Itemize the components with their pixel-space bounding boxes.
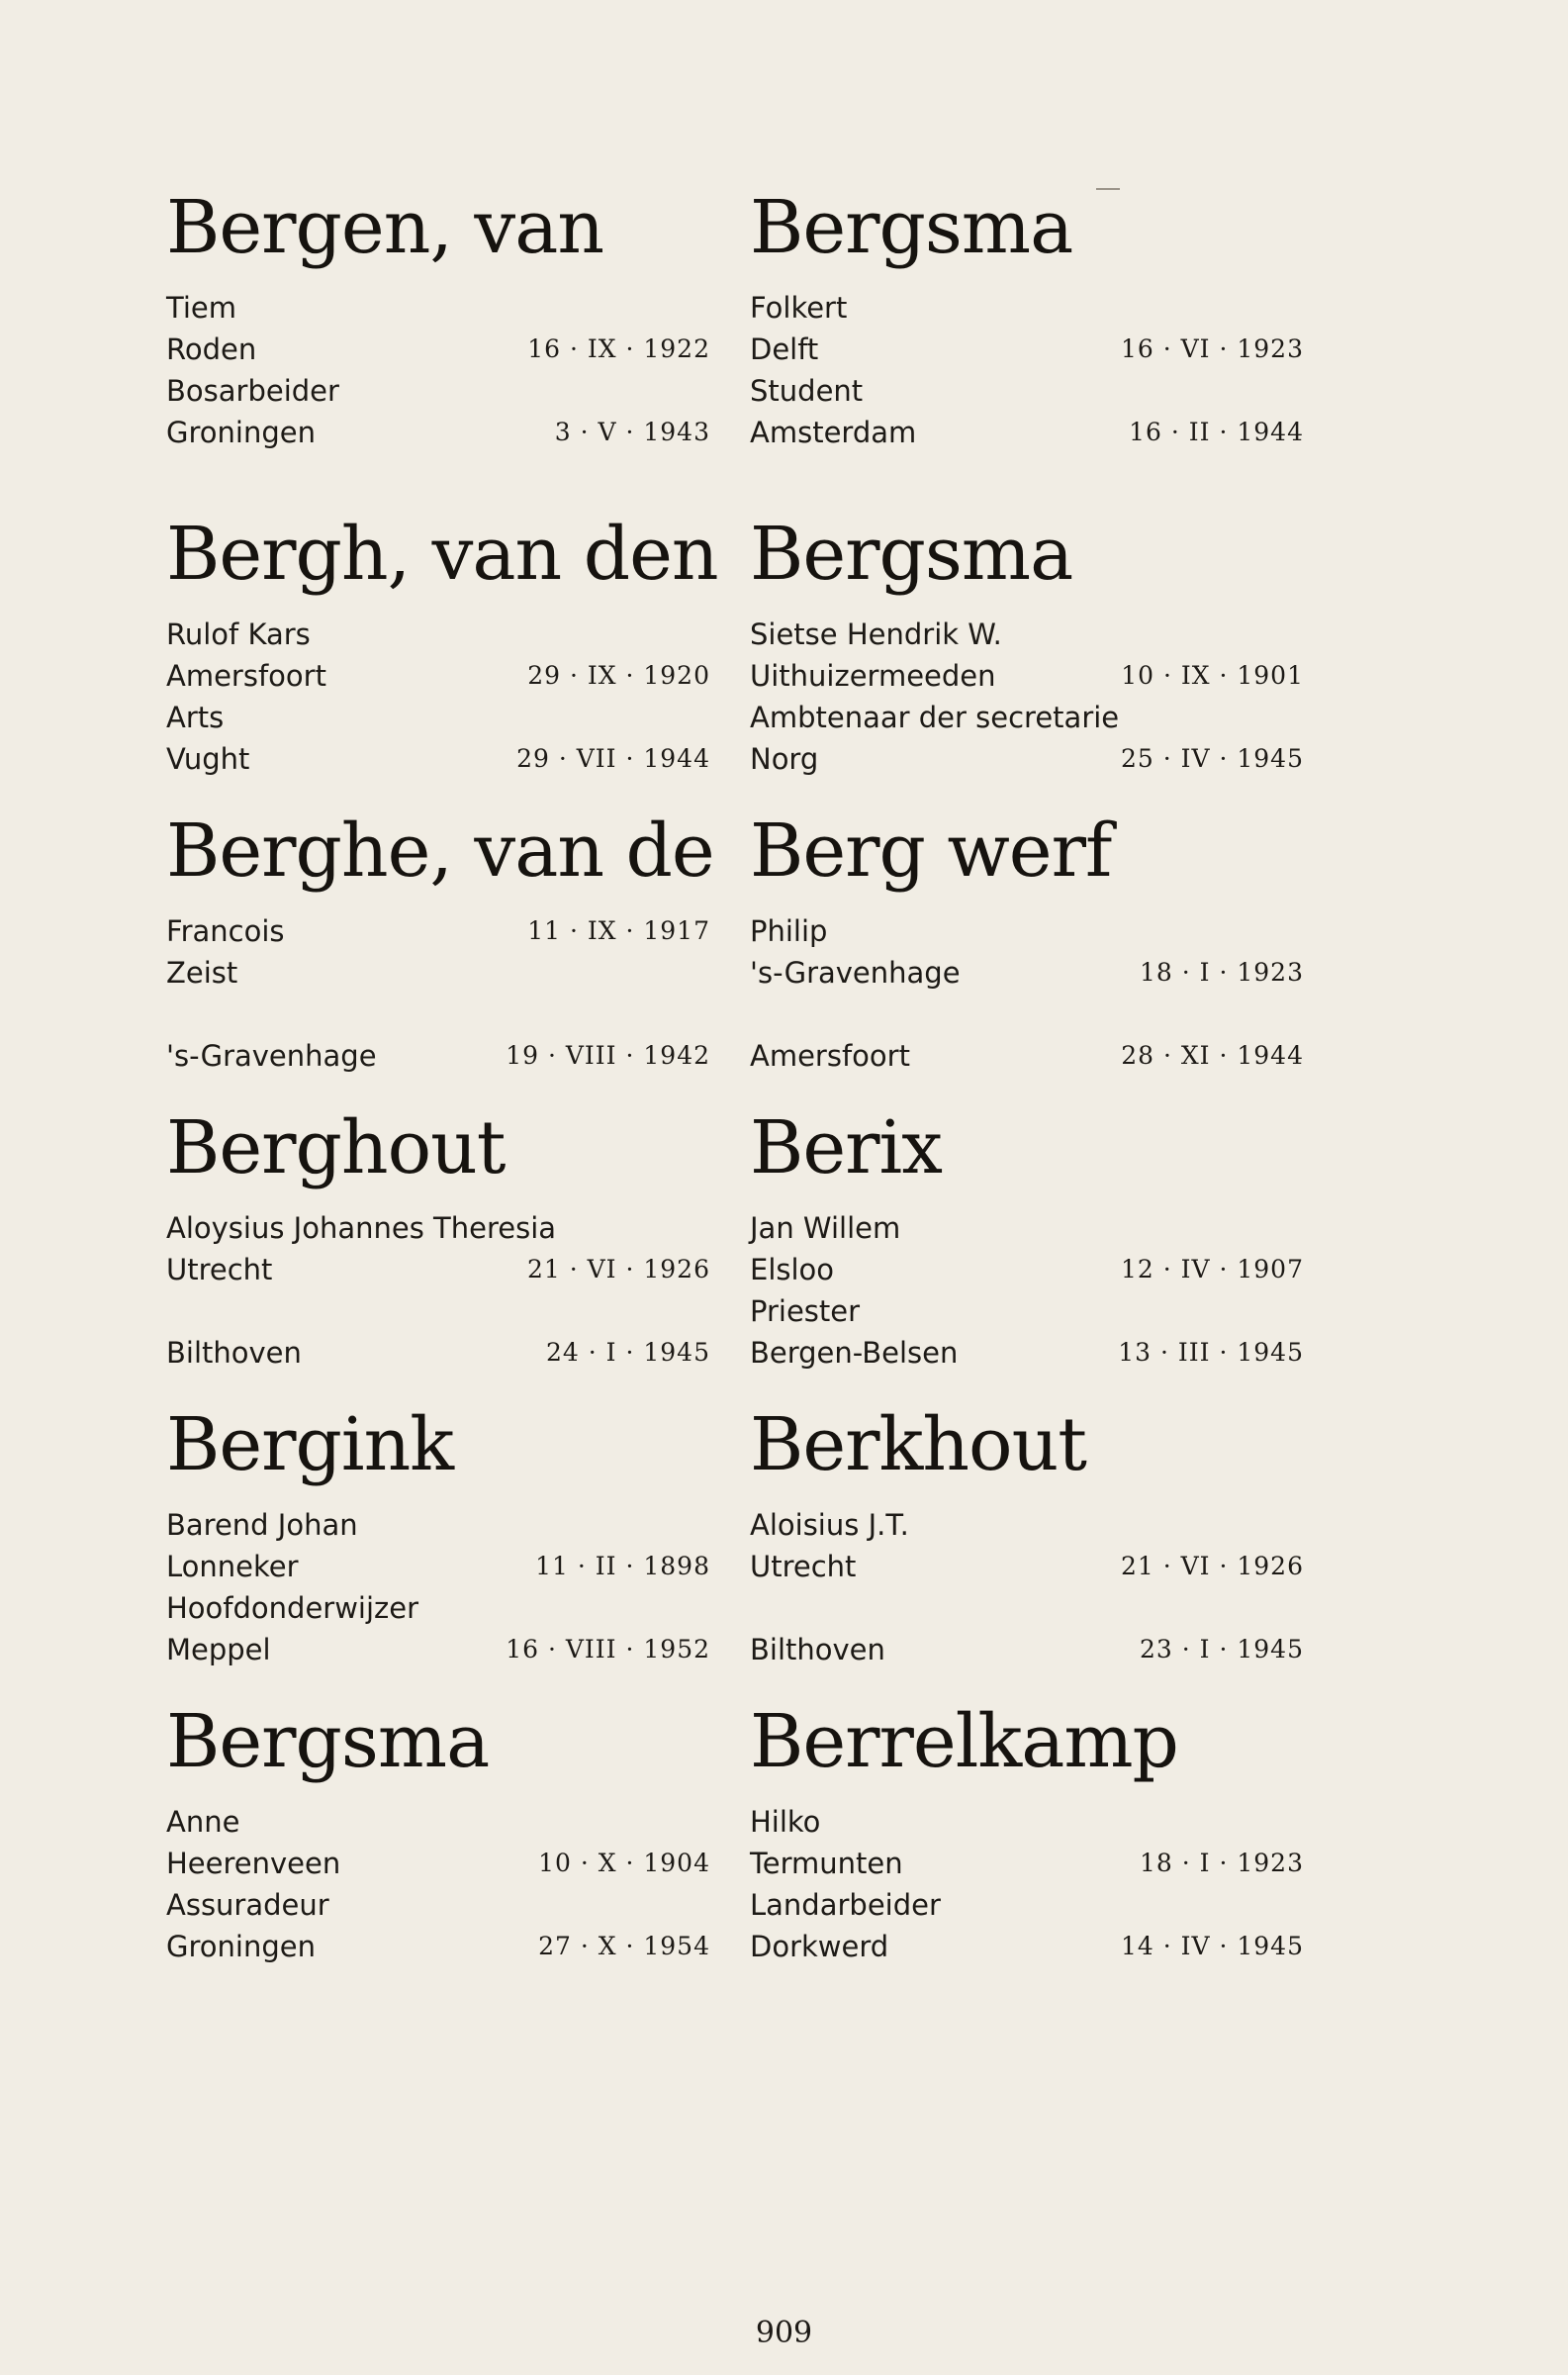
entry-line	[166, 655, 720, 697]
entry-line	[750, 952, 1304, 994]
entry-line	[750, 1843, 1304, 1884]
entry-line	[166, 412, 720, 453]
entry-line	[750, 287, 1304, 329]
entry-line	[166, 952, 720, 994]
entry-text: Student	[750, 374, 864, 408]
entry-date: 11 · IX · 1917	[527, 916, 710, 945]
entry-text: Norg	[750, 742, 819, 776]
entry-date: 27 · X · 1954	[538, 1932, 710, 1960]
entry-text: Barend Johan	[166, 1508, 358, 1542]
entry-text: Groningen	[166, 1930, 316, 1963]
entry-date: 16 · VI · 1923	[1120, 334, 1304, 363]
entry-text: Roden	[166, 332, 257, 366]
entry-line	[166, 1249, 720, 1290]
entry-line	[750, 738, 1304, 780]
entry-text: Bosarbeider	[166, 374, 339, 408]
entry-date: 11 · II · 1898	[535, 1552, 710, 1580]
entry-line	[166, 1290, 720, 1332]
entry-line	[166, 994, 720, 1035]
name-entry	[750, 1699, 1304, 1967]
entry-text: Amersfoort	[750, 1039, 910, 1073]
entry-date: 13 · III · 1945	[1118, 1338, 1304, 1367]
name-entry	[166, 1105, 720, 1374]
entry-text: Vught	[166, 742, 250, 776]
surname-heading: Berix	[750, 1105, 942, 1190]
entry-line	[750, 1332, 1304, 1374]
surname-heading: Berkhout	[750, 1402, 1086, 1487]
entry-date: 21 · VI · 1926	[526, 1255, 710, 1283]
page-number: 909	[755, 2316, 813, 2350]
entry-line	[750, 1290, 1304, 1332]
entry-line	[166, 1504, 720, 1546]
entry-text: Philip	[750, 914, 828, 948]
entry-date: 10 · IX · 1901	[1121, 661, 1304, 690]
entry-text: Amsterdam	[750, 416, 917, 449]
entry-date: 16 · II · 1944	[1129, 418, 1304, 446]
entry-date: 18 · I · 1923	[1140, 1849, 1304, 1877]
entry-text: Folkert	[750, 291, 848, 325]
entry-text: Zeist	[166, 956, 238, 990]
entry-line	[750, 1035, 1304, 1077]
surname-heading: Bergen, van	[166, 185, 603, 270]
name-entry	[750, 1402, 1304, 1670]
entry-line	[750, 1249, 1304, 1290]
entry-date: 16 · VIII · 1952	[506, 1635, 710, 1663]
entry-text: Priester	[750, 1294, 861, 1328]
entry-line	[166, 1587, 720, 1629]
entry-text: 's-Gravenhage	[750, 956, 961, 990]
surname-heading: Bergh, van den	[166, 512, 718, 597]
entry-text: Elsloo	[750, 1253, 835, 1286]
entry-date: 18 · I · 1923	[1140, 958, 1304, 987]
entry-date: 24 · I · 1945	[546, 1338, 710, 1367]
entry-line	[750, 994, 1304, 1035]
entry-text: Amersfoort	[166, 659, 326, 693]
surname-heading: Berghe, van de	[166, 808, 714, 894]
entry-date: 14 · IV · 1945	[1120, 1932, 1304, 1960]
entry-text: Jan Willem	[750, 1211, 901, 1245]
entry-text: Rulof Kars	[166, 618, 311, 651]
surname-heading: Berg werf	[750, 808, 1112, 894]
entry-line	[750, 1207, 1304, 1249]
surname-heading: Berrelkamp	[750, 1699, 1178, 1784]
entry-line	[166, 1207, 720, 1249]
entry-date: 28 · XI · 1944	[1121, 1041, 1304, 1070]
entry-line	[750, 1801, 1304, 1843]
entry-text: Termunten	[750, 1847, 903, 1880]
name-entry	[750, 185, 1304, 453]
entry-text: Bilthoven	[750, 1633, 885, 1666]
entry-line	[750, 1884, 1304, 1926]
entry-date: 3 · V · 1943	[554, 418, 710, 446]
entry-line	[166, 370, 720, 412]
entry-text: Landarbeider	[750, 1888, 941, 1922]
entry-line	[166, 697, 720, 738]
entry-date: 29 · IX · 1920	[527, 661, 710, 690]
entry-text: Sietse Hendrik W.	[750, 618, 1002, 651]
name-entry	[166, 185, 720, 453]
surname-heading: Berghout	[166, 1105, 506, 1190]
entry-line	[750, 370, 1304, 412]
entry-line	[166, 1035, 720, 1077]
entry-text: Tiem	[166, 291, 236, 325]
entry-line	[750, 655, 1304, 697]
surname-heading: Bergsma	[750, 512, 1073, 597]
entry-line	[166, 1926, 720, 1967]
entry-text: Dorkwerd	[750, 1930, 889, 1963]
entry-line	[166, 1546, 720, 1587]
entry-line	[166, 1884, 720, 1926]
entry-line	[750, 1587, 1304, 1629]
entry-date: 19 · VIII · 1942	[506, 1041, 710, 1070]
name-entry	[166, 1402, 720, 1670]
entry-line	[750, 614, 1304, 655]
entry-date: 16 · IX · 1922	[527, 334, 710, 363]
entry-text: Utrecht	[750, 1550, 857, 1583]
entry-line	[750, 910, 1304, 952]
entry-text: Francois	[166, 914, 285, 948]
entry-text: Delft	[750, 332, 819, 366]
entry-text: Utrecht	[166, 1253, 273, 1286]
entry-date: 25 · IV · 1945	[1120, 744, 1304, 773]
entry-text: Bergen-Belsen	[750, 1336, 959, 1370]
entry-line	[166, 910, 720, 952]
name-entry	[750, 512, 1304, 780]
entry-text: Uithuizermeeden	[750, 659, 996, 693]
entry-text: Lonneker	[166, 1550, 299, 1583]
entry-line	[166, 1801, 720, 1843]
entry-line	[166, 1332, 720, 1374]
entry-text: Meppel	[166, 1633, 271, 1666]
entry-text: Arts	[166, 701, 225, 734]
surname-heading: Bergsma	[750, 185, 1073, 270]
entry-text: Hoofdonderwijzer	[166, 1591, 419, 1625]
entry-line	[750, 1504, 1304, 1546]
entry-text: Hilko	[750, 1805, 821, 1839]
entry-line	[750, 329, 1304, 370]
entry-text: Groningen	[166, 416, 316, 449]
entry-text: Heerenveen	[166, 1847, 341, 1880]
entry-line	[166, 614, 720, 655]
name-entry	[166, 512, 720, 780]
entry-line	[166, 1843, 720, 1884]
name-entry	[750, 1105, 1304, 1374]
entry-line	[750, 412, 1304, 453]
name-entry	[166, 1699, 720, 1967]
entry-text: Aloisius J.T.	[750, 1508, 909, 1542]
entry-date: 23 · I · 1945	[1140, 1635, 1304, 1663]
entry-text: Aloysius Johannes Theresia	[166, 1211, 557, 1245]
entry-date: 21 · VI · 1926	[1120, 1552, 1304, 1580]
entry-date: 29 · VII · 1944	[516, 744, 710, 773]
entry-line	[166, 287, 720, 329]
entry-text: Assuradeur	[166, 1888, 329, 1922]
entry-line	[750, 1629, 1304, 1670]
entry-line	[750, 697, 1304, 738]
entry-line	[166, 1629, 720, 1670]
entry-text: Bilthoven	[166, 1336, 302, 1370]
entry-text: Anne	[166, 1805, 240, 1839]
entry-line	[166, 329, 720, 370]
entry-text: 's-Gravenhage	[166, 1039, 377, 1073]
surname-heading: Bergsma	[166, 1699, 490, 1784]
entry-date: 10 · X · 1904	[538, 1849, 710, 1877]
entry-line	[166, 738, 720, 780]
name-entry	[166, 808, 720, 1077]
entry-date: 12 · IV · 1907	[1120, 1255, 1304, 1283]
name-entry	[750, 808, 1304, 1077]
entry-line	[750, 1926, 1304, 1967]
surname-heading: Bergink	[166, 1402, 454, 1487]
entry-line	[750, 1546, 1304, 1587]
entry-text: Ambtenaar der secretarie	[750, 701, 1120, 734]
